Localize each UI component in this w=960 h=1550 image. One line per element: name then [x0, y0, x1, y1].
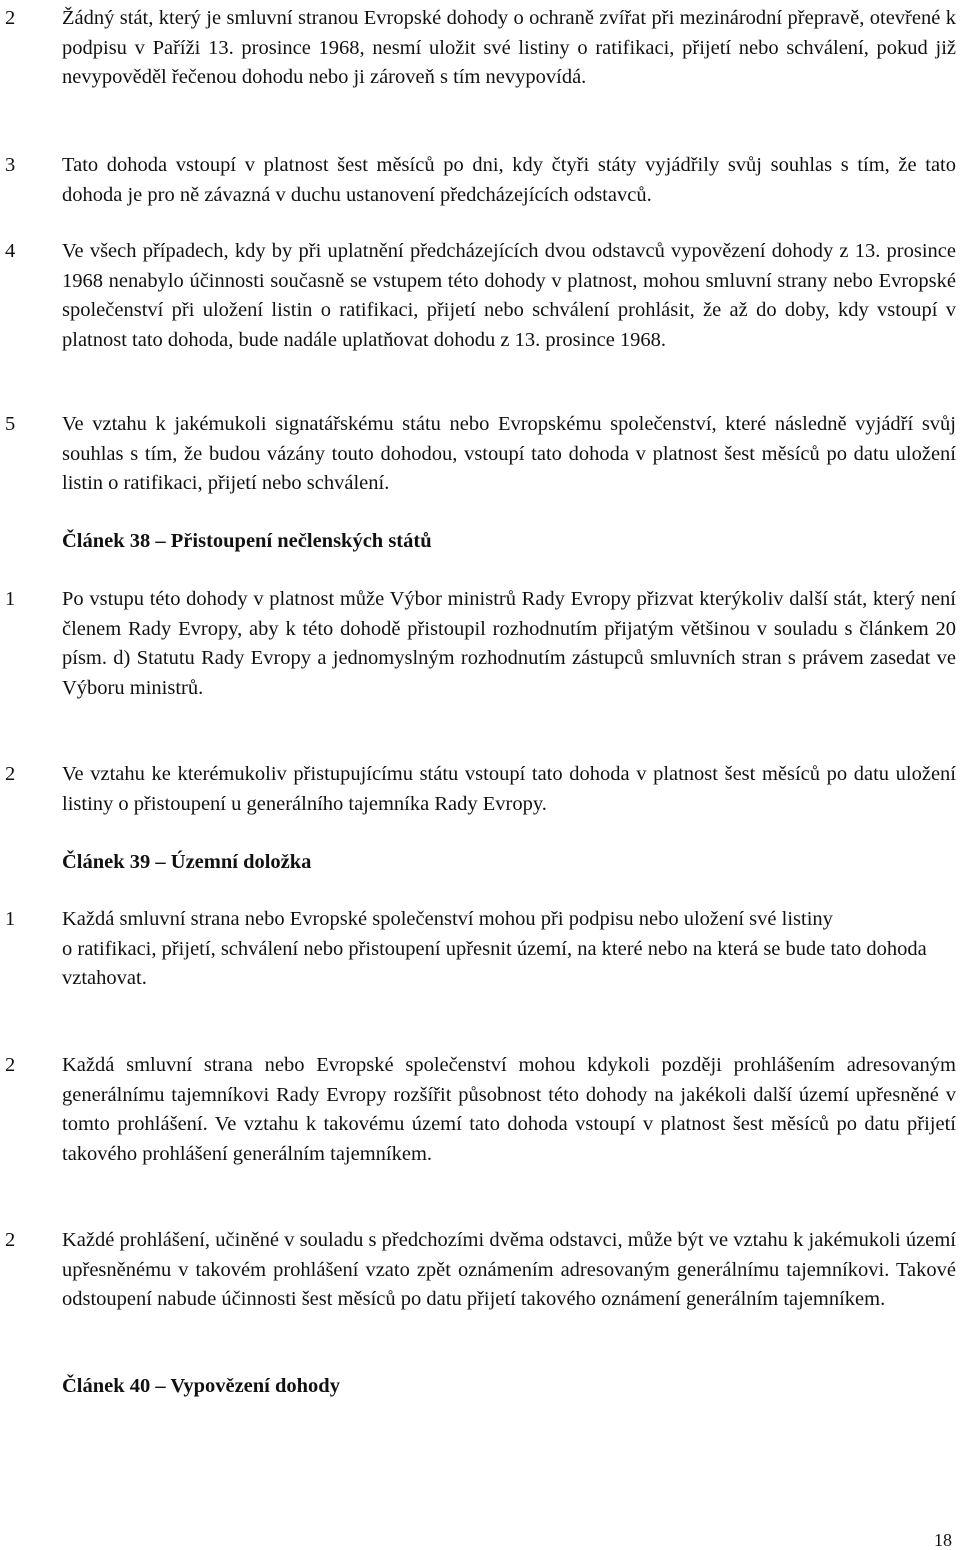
paragraph [0, 151, 960, 210]
paragraph-number: 3 [5, 154, 16, 176]
paragraph-text: Žádný stát, který je smluvní stranou Evropské dohody o ochraně zvířat při mezinárodní přepravě, otevřené k podpisu v Paříži 13. prosince 1968, nesmí uložit své listiny o ratifikaci, přijetí nebo schválení, pokud již nevypověděl řečenou dohodu nebo ji zároveň s tím nevypovídá. [62, 7, 956, 88]
paragraph-number: 1 [5, 908, 16, 930]
paragraph-text: Každá smluvní strana nebo Evropské společenství mohou kdykoli později prohlášením adresovaným generálnímu tajemníkovi Rady Evropy rozšířit působnost této dohody na jakékoli další území upřesněné v tomto prohlášení. Ve vztahu k takovému území tato dohoda vstoupí v platnost šest měsíců po datu přijetí takového prohlášení generálním tajemníkem. [62, 1054, 956, 1165]
paragraph-text: Ve vztahu ke kterémukoliv přistupujícímu státu vstoupí tato dohoda v platnost šest měsíců po datu uložení listiny o přistoupení u generálního tajemníka Rady Evropy. [62, 763, 956, 815]
paragraph-number: 2 [5, 763, 16, 785]
paragraph-text: Ve vztahu k jakémukoli signatářskému státu nebo Evropskému společenství, které následně vyjádří svůj souhlas s tím, že budou vázány touto dohodou, vstoupí tato dohoda v platnost šest měsíců po datu uložení listin o ratifikaci, přijetí nebo schválení. [62, 413, 956, 494]
article-38-heading: Článek 38 – Přistoupení nečlenských států [62, 530, 432, 552]
paragraph [0, 410, 960, 499]
paragraph-number: 2 [5, 1054, 16, 1076]
paragraph-number: 2 [5, 7, 16, 29]
paragraph-text: Každá smluvní strana nebo Evropské společenství mohou při podpisu nebo uložení své listiny [62, 908, 833, 930]
paragraph-number: 4 [5, 240, 16, 262]
article-40-heading: Článek 40 – Vypovězení dohody [62, 1375, 340, 1397]
paragraph [0, 760, 960, 819]
paragraph-text: Po vstupu této dohody v platnost může Výbor ministrů Rady Evropy přizvat kterýkoliv další stát, který není členem Rady Evropy, aby k této dohodě přistoupil rozhodnutím přijatým většinou v souladu s článkem 20 písm. d) Statutu Rady Evropy a jednomyslným rozhodnutím zástupců smluvních stran s právem zasedat ve Výboru ministrů. [62, 588, 956, 699]
paragraph [0, 905, 960, 994]
article-39-heading: Článek 39 – Územní doložka [62, 851, 312, 873]
paragraph [0, 585, 960, 703]
paragraph-text: Tato dohoda vstoupí v platnost šest měsíců po dni, kdy čtyři státy vyjádřily svůj souhlas s tím, že tato dohoda je pro ně závazná v duchu ustanovení předcházejících odstavců. [62, 154, 956, 206]
paragraph [0, 237, 960, 355]
paragraph [0, 4, 960, 93]
paragraph-number: 1 [5, 588, 16, 610]
paragraph [0, 1226, 960, 1315]
paragraph-number: 2 [5, 1229, 16, 1251]
paragraph-text: Každé prohlášení, učiněné v souladu s předchozími dvěma odstavci, může být ve vztahu k jakémukoli území upřesněnému v takovém prohlášení vzato zpět oznámením adresovaným generálnímu tajemníkovi. Takové odstoupení nabude účinnosti šest měsíců po datu přijetí takového oznámení generálním tajemníkem. [62, 1229, 956, 1310]
paragraph-number: 5 [5, 413, 16, 435]
paragraph-text: Ve všech případech, kdy by při uplatnění předcházejících dvou odstavců vypovězení dohody z 13. prosince 1968 nenabylo účinnosti současně se vstupem této dohody v platnost, mohou smluvní strany nebo Evropské společenství při uložení listin o ratifikaci, přijetí nebo schválení prohlásit, že až do doby, kdy vstoupí v platnost tato dohoda, bude nadále uplatňovat dohodu z 13. prosince 1968. [62, 240, 956, 351]
paragraph-text-continued: o ratifikaci, přijetí, schválení nebo přistoupení upřesnit území, na které nebo na která se bude tato dohoda vztahovat. [62, 937, 927, 989]
paragraph [0, 1051, 960, 1169]
page-number: 18 [934, 1530, 952, 1550]
